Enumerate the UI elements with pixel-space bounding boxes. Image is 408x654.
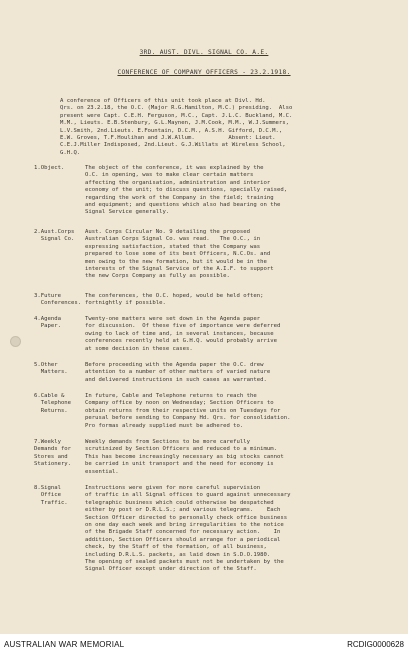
section-label: 3.Future Conferences. (34, 293, 82, 307)
section-label: 7.Weekly Demands for Stores and Stationery. (34, 439, 72, 468)
section-text: Weekly demands from Sections to be more carefully scrutinized by Section Officers and reduced to a minimum. This has become increasingly necessary as big stocks cannot be carried in unit transport and the need for economy is essential. (85, 439, 284, 475)
document-title: 3RD. AUST. DIVL. SIGNAL CO. A.E. (139, 49, 269, 56)
section-label: 8.Signal Office Traffic. (34, 485, 68, 506)
intro-paragraph: A conference of Officers of this unit took place at Divl. Hd. Qrs. on 23.2.18, the O.C. (Major R.G.Hamilton, M.C.) presiding. Also present were Capt. C.E.H. Ferguson, M.C., Capt. J.L.C. Buckland, M.C. M.M., Lieuts. E.B.Stenbury, G.L.Maynen, J.M.Cook, M.M., W.J.Summers, L.V.Smith, 2nd.Lieuts. E.Fountain, D.C.M., A.S.H. Gifford, D.C.M., E.W. Groves, T.F.Houlihan and J.W.Allum. Absent: Lieut. C.E.J.Miller Indisposed, 2nd.Lieut. G.J.Willats at Wireless School, G.H.Q. (60, 98, 293, 156)
document-subtitle: CONFERENCE OF COMPANY OFFICERS - 23.2.1918. (117, 69, 291, 76)
section-label: 1.Object. (34, 165, 65, 171)
section-label: 4.Agenda Paper. (34, 316, 61, 330)
section-text: In future, Cable and Telephone returns to reach the Company office by noon on Wednesday; Section Officers to obtain returns from their respective units on Tuesdays for perusal before sending to Company Hd. Qrs. for consolidation. Pro formas already supplied must be adhered to. (85, 393, 291, 429)
section-text: Before proceeding with the Agenda paper the O.C. drew attention to a number of other matters of varied nature and delivered instructions in such cases as warranted. (85, 362, 271, 383)
archive-credit: AUSTRALIAN WAR MEMORIAL (4, 640, 125, 649)
punch-hole (10, 336, 21, 347)
section-text: Instructions were given for more careful supervision of traffic in all Signal offices to guard against unnecessary telegraphic business which could otherwise be despatched either by post or D.R.L.S.; and various telegrams. Each Section Officer directed to personally check office business on one day each week and bring irregularities to the notice of the Brigade Staff concerned for necessary action. In addition, Section Officers should arrange for a periodical check, by the Staff of the formation, of all business, including D.R.L.S. packets, as laid down in S.D.O.1980. The opening of sealed packets must not be undertaken by the Signal Officer except under direction of the Staff. (85, 485, 291, 573)
section-text: The object of the conference, it was explained by the O.C. in opening, was to make clear certain matters affecting the organisation, administration and interior economy of the unit; to discuss questions, specially raised, regarding the work of the Company in the field; training and equipment; and questions which also had bearing on the Signal Service generally. (85, 165, 288, 216)
record-id: RCDIG0000628 (347, 640, 404, 649)
section-text: The conferences, the O.C. hoped, would be held often; fortnightly if possible. (85, 293, 264, 307)
section-label: 6.Cable & Telephone Returns. (34, 393, 72, 414)
section-label: 2.Aust.Corps Signal Co. (34, 229, 75, 243)
section-label: 5.Other Matters. (34, 362, 68, 376)
section-text: Aust. Corps Circular No. 9 detailing the proposed Australian Corps Signal Co. was read. The O.C., in expressing satisfaction, stated that the Company was prepared to lose some of its best Officers, N.C.Os. and men owing to the new formation, but it would be in the interests of the Signal Service of the A.I.F. to support the new Corps Company as fully as possible. (85, 229, 274, 280)
section-text: Twenty-one matters were set down in the Agenda paper for discussion. Of these five of importance were deferred owing to lack of time and, in several instances, because conferences recently held at G.H.Q. would probably arrive at some decision in these cases. (85, 316, 281, 352)
